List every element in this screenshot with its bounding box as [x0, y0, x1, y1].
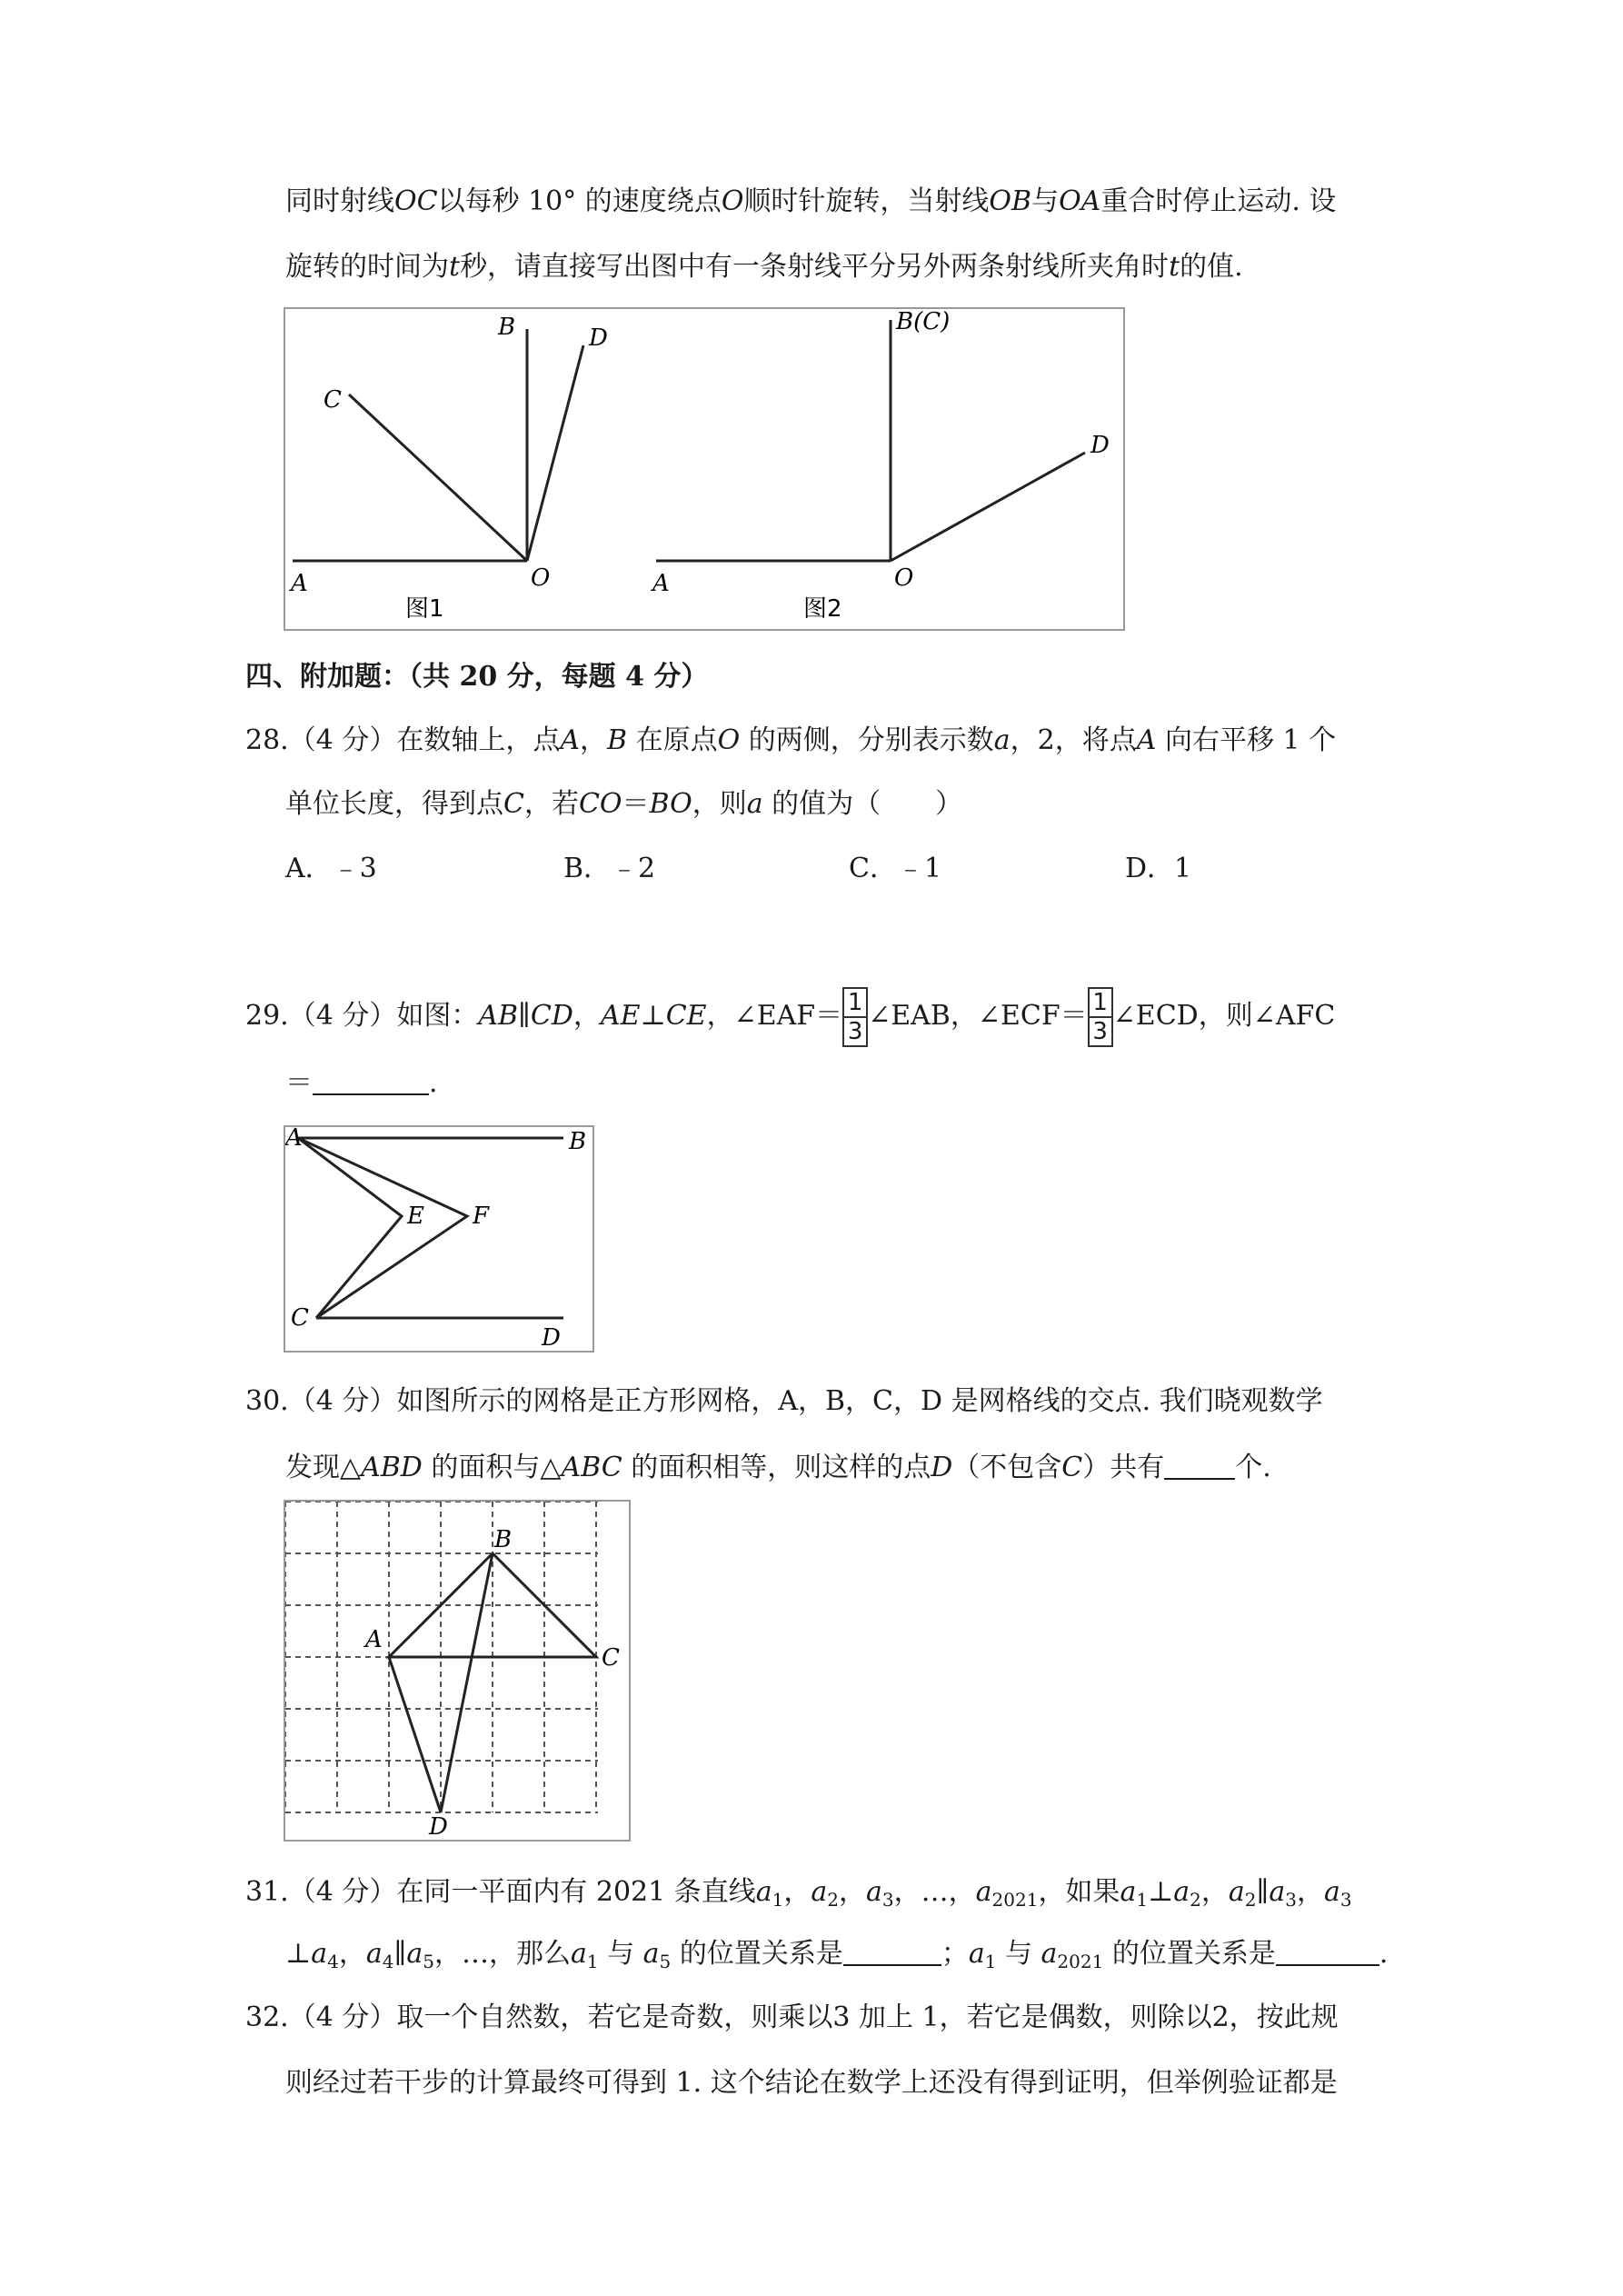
q28-option-b[interactable]: B．﹣2: [563, 853, 656, 884]
q28-line1: 28.（4 分）在数轴上，点A，B 在原点O 的两侧，分别表示数a，2，将点A 向右平移 1 个: [245, 724, 1337, 756]
q28-option-d[interactable]: D．1: [1125, 853, 1192, 884]
q30-label-c: C: [602, 1644, 620, 1672]
fraction-one-third-2: $\frac{1}{3}$: [1088, 987, 1113, 1047]
q27-fig2: [656, 320, 1085, 561]
fig1-label-c: C: [324, 386, 342, 414]
q28-option-a[interactable]: A．﹣3: [285, 853, 377, 884]
fig1-label-o: O: [531, 564, 551, 592]
q31-line1: 31.（4 分）在同一平面内有 2021 条直线$a_1$，$a_2$，$a_3$，…，$a_{2021}$，如果$a_1\perp a_2$，$a_2\parallel a_3$，$a_3$: [245, 1876, 1352, 1911]
q29-answer-blank[interactable]: [313, 1066, 429, 1095]
q27-figure: [284, 307, 1125, 631]
q30-label-a: A: [365, 1626, 383, 1653]
q29-label-e: E: [407, 1203, 424, 1230]
fig2-label-bc: B(C): [896, 309, 951, 335]
q29-label-b: B: [569, 1128, 587, 1155]
q32-line1: 32.（4 分）取一个自然数，若它是奇数，则乘以3 加上 1，若它是偶数，则除以2，按此规: [245, 2002, 1339, 2033]
q30-line2: 发现△ABD 的面积与△ABC 的面积相等，则这样的点D（不包含C）共有 个.: [285, 1452, 1271, 1483]
q30-label-d: D: [429, 1813, 448, 1840]
fig2-label-d: D: [1090, 432, 1110, 459]
q29-line1: 29.（4 分）如图：AB∥CD，AE⊥CE，∠EAF＝ $\frac{1}{3}$ ∠EAB，∠ECF＝ $\frac{1}{3}$ ∠ECD，则∠AFC: [245, 989, 1336, 1045]
q30-answer-blank[interactable]: [1164, 1451, 1235, 1480]
fig2-caption: 图2: [803, 595, 842, 623]
q30-label-b: B: [494, 1526, 513, 1553]
q27-text-line1: 同时射线OC以每秒 10° 的速度绕点O顺时针旋转，当射线OB与OA重合时停止运动. 设: [285, 185, 1337, 217]
q27-fig1: [293, 329, 583, 561]
q30-figure: [284, 1500, 631, 1842]
q31-line2: $\perp a_4$，$a_4\parallel a_5$，…，那么$a_1$ 与 $a_5$ 的位置关系是 ；$a_1$ 与 $a_{2021}$ 的位置关系是 .: [285, 1938, 1389, 1972]
q28-option-c[interactable]: C．﹣1: [849, 853, 942, 884]
fraction-one-third-1: $\frac{1}{3}$: [842, 987, 868, 1047]
q27-text-line2: 旋转的时间为t秒，请直接写出图中有一条射线平分另外两条射线所夹角时t的值.: [285, 251, 1243, 283]
fig1-label-d: D: [589, 324, 608, 352]
q29-label-d: D: [542, 1324, 561, 1351]
fig1-caption: 图1: [405, 595, 444, 623]
fig1-label-a: A: [291, 570, 308, 597]
q28-line2: 单位长度，得到点C，若CO＝BO，则a 的值为（ ）: [285, 788, 963, 820]
section-title: 四、附加题：（共 20 分，每题 4 分）: [245, 661, 709, 693]
q29-figure: [284, 1125, 594, 1353]
q30-line1: 30.（4 分）如图所示的网格是正方形网格，A，B，C，D 是网格线的交点. 我们晓观数学: [245, 1385, 1323, 1417]
q32-line2: 则经过若干步的计算最终可得到 1. 这个结论在数学上还没有得到证明，但举例验证都是: [285, 2067, 1338, 2099]
fig2-label-a: A: [652, 570, 670, 597]
q29-label-a: A: [285, 1127, 303, 1152]
q31-answer-blank-2[interactable]: [1276, 1937, 1379, 1966]
q29-label-c: C: [291, 1304, 309, 1332]
fig2-label-o: O: [894, 564, 914, 592]
q31-answer-blank-1[interactable]: [843, 1937, 941, 1966]
q29-line2: ＝ .: [285, 1067, 438, 1099]
q29-label-f: F: [473, 1203, 490, 1230]
fig1-label-b: B: [498, 314, 516, 341]
